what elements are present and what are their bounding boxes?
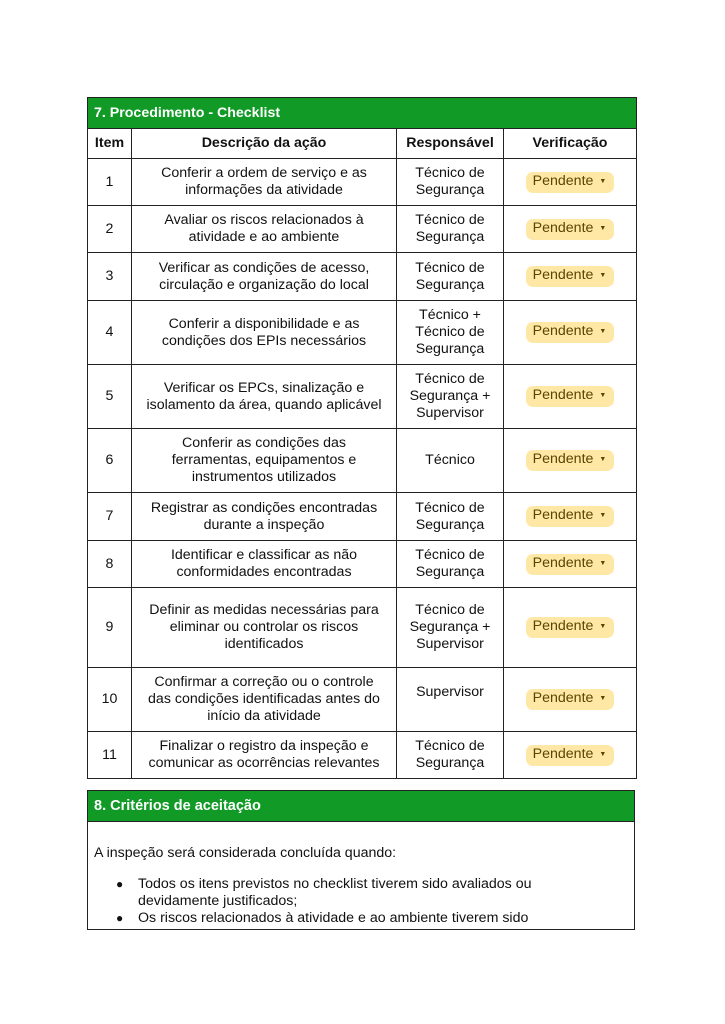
table-row xyxy=(88,541,637,588)
responsible xyxy=(397,493,504,541)
responsible xyxy=(397,732,504,779)
verification-cell xyxy=(504,253,637,301)
responsible xyxy=(397,253,504,301)
verification-cell xyxy=(504,365,637,429)
criteria-item xyxy=(116,910,628,927)
status-label: Pendente xyxy=(532,618,594,634)
description-line: Definir as medidas necessárias para xyxy=(149,602,379,618)
verification-cell xyxy=(504,301,637,365)
responsible-line: Técnico + xyxy=(419,307,481,323)
responsible xyxy=(397,429,504,493)
description-line: identificados xyxy=(224,636,304,652)
action-description xyxy=(132,253,397,301)
responsible-line: Supervisor xyxy=(416,405,484,421)
table-row xyxy=(88,493,637,541)
responsible xyxy=(397,159,504,206)
responsible-line: Segurança xyxy=(415,276,485,293)
responsible-line: Técnico de xyxy=(415,499,485,516)
verification-cell xyxy=(504,159,637,206)
responsible-line: Segurança xyxy=(415,229,485,245)
description-line: eliminar ou controlar os riscos xyxy=(169,619,359,635)
responsible-line: Segurança + xyxy=(409,619,491,635)
description-line: atividade e ao ambiente xyxy=(188,229,340,245)
responsible-line: Supervisor xyxy=(416,684,484,700)
item-number: 3 xyxy=(88,253,132,301)
action-description xyxy=(132,429,397,493)
caret-down-icon: ▼ xyxy=(599,392,607,399)
table-row xyxy=(88,301,637,365)
criteria-list xyxy=(94,876,628,927)
checklist-section xyxy=(87,97,635,779)
status-label: Pendente xyxy=(532,451,594,467)
responsible xyxy=(397,668,504,732)
description-line: Confirmar a correção ou o controle xyxy=(154,674,374,690)
column-header-description: Descrição da ação xyxy=(132,129,397,159)
verification-cell xyxy=(504,493,637,541)
caret-down-icon: ▼ xyxy=(599,512,607,519)
caret-down-icon: ▼ xyxy=(599,456,607,463)
status-dropdown[interactable] xyxy=(526,689,615,710)
status-label: Pendente xyxy=(532,172,594,189)
caret-down-icon: ▼ xyxy=(599,559,607,567)
caret-down-icon: ▼ xyxy=(599,695,607,702)
status-dropdown[interactable] xyxy=(526,172,615,193)
description-line: instrumentos utilizados xyxy=(191,469,337,485)
item-number: 9 xyxy=(88,588,132,668)
responsible-line: Técnico de xyxy=(415,371,485,387)
bullet-dot-icon: ● xyxy=(116,911,124,925)
status-label: Pendente xyxy=(532,267,594,283)
table-row xyxy=(88,206,637,253)
description-line: Registrar as condições encontradas xyxy=(150,499,378,516)
description-line: informações da atividade xyxy=(185,182,343,198)
caret-down-icon: ▼ xyxy=(599,272,607,279)
table-row xyxy=(88,732,637,779)
section7-title: 7. Procedimento - Checklist xyxy=(88,98,637,129)
caret-down-icon: ▼ xyxy=(599,623,607,630)
status-dropdown[interactable] xyxy=(526,386,615,407)
status-label: Pendente xyxy=(532,745,594,762)
verification-cell xyxy=(504,588,637,668)
status-label: Pendente xyxy=(532,690,594,706)
action-description xyxy=(132,206,397,253)
description-line: ferramentas, equipamentos e xyxy=(171,452,357,468)
item-number: 1 xyxy=(88,159,132,206)
responsible-line: Segurança xyxy=(415,755,485,771)
table-row xyxy=(88,253,637,301)
status-dropdown[interactable] xyxy=(526,554,615,575)
column-header-verification: Verificação xyxy=(504,129,637,159)
responsible-line: Segurança xyxy=(415,516,485,533)
responsible-line: Técnico de xyxy=(415,324,485,340)
verification-cell xyxy=(504,206,637,253)
responsible-line: Segurança + xyxy=(409,388,491,404)
status-label: Pendente xyxy=(532,507,594,523)
item-number: 2 xyxy=(88,206,132,253)
description-line: comunicar as ocorrências relevantes xyxy=(148,755,380,771)
item-number: 8 xyxy=(88,541,132,588)
criteria-line: devidamente justificados; xyxy=(138,893,298,909)
criteria-line: Todos os itens previstos no checklist tiverem sido avaliados ou xyxy=(138,876,532,892)
checklist-table xyxy=(87,97,637,779)
action-description xyxy=(132,365,397,429)
status-dropdown[interactable] xyxy=(526,219,615,240)
action-description xyxy=(132,301,397,365)
description-line: Finalizar o registro da inspeção e xyxy=(159,738,369,754)
responsible-line: Técnico de xyxy=(415,602,485,618)
responsible-line: Técnico xyxy=(425,452,475,468)
description-line: isolamento da área, quando aplicável xyxy=(146,396,382,413)
status-dropdown[interactable] xyxy=(526,506,615,527)
description-line: Avaliar os riscos relacionados à xyxy=(164,212,364,228)
description-line: Conferir as condições das xyxy=(181,435,347,451)
description-line: das condições identificadas antes do xyxy=(148,691,380,707)
criteria-item xyxy=(116,876,628,910)
item-number: 11 xyxy=(88,732,132,779)
status-label: Pendente xyxy=(532,554,594,571)
responsible-line: Segurança xyxy=(415,341,485,357)
verification-cell xyxy=(504,429,637,493)
item-number: 10 xyxy=(88,668,132,732)
item-number: 6 xyxy=(88,429,132,493)
responsible xyxy=(397,301,504,365)
action-description xyxy=(132,588,397,668)
status-dropdown[interactable] xyxy=(526,450,615,471)
status-dropdown[interactable] xyxy=(526,266,615,287)
criteria-intro: A inspeção será considerada concluída quando: xyxy=(94,845,397,861)
action-description xyxy=(132,541,397,588)
description-line: Verificar as condições de acesso, xyxy=(158,259,370,276)
table-row xyxy=(88,429,637,493)
description-line: circulação e organização do local xyxy=(159,276,369,293)
caret-down-icon: ▼ xyxy=(599,224,607,232)
description-line: Verificar os EPCs, sinalização e xyxy=(163,379,365,396)
responsible-line: Técnico de xyxy=(415,738,485,754)
responsible-line: Técnico de xyxy=(415,547,485,563)
description-line: início da atividade xyxy=(207,708,321,724)
table-row xyxy=(88,668,637,732)
responsible xyxy=(397,365,504,429)
responsible xyxy=(397,206,504,253)
caret-down-icon: ▼ xyxy=(599,750,607,758)
section8-title: 8. Critérios de aceitação xyxy=(88,791,634,822)
description-line: Identificar e classificar as não xyxy=(170,547,358,563)
status-dropdown[interactable] xyxy=(526,322,615,343)
action-description xyxy=(132,732,397,779)
caret-down-icon: ▼ xyxy=(599,328,607,335)
responsible-line: Técnico de xyxy=(415,259,485,276)
status-dropdown[interactable] xyxy=(526,617,615,638)
status-label: Pendente xyxy=(532,219,594,236)
column-header-item: Item xyxy=(88,129,132,159)
status-label: Pendente xyxy=(532,323,594,339)
table-row xyxy=(88,365,637,429)
responsible-line: Segurança xyxy=(415,564,485,580)
verification-cell xyxy=(504,668,637,732)
description-line: Conferir a disponibilidade e as xyxy=(168,315,360,332)
item-number: 4 xyxy=(88,301,132,365)
item-number: 7 xyxy=(88,493,132,541)
description-line: conformidades encontradas xyxy=(176,564,352,580)
responsible-line: Segurança xyxy=(415,182,485,198)
description-line: condições dos EPIs necessários xyxy=(161,332,367,349)
caret-down-icon: ▼ xyxy=(599,177,607,185)
responsible xyxy=(397,588,504,668)
table-row xyxy=(88,159,637,206)
description-line: Conferir a ordem de serviço e as xyxy=(161,165,367,181)
responsible-line: Técnico de xyxy=(415,212,485,228)
description-line: durante a inspeção xyxy=(203,516,325,533)
status-dropdown[interactable] xyxy=(526,745,615,766)
responsible-line: Supervisor xyxy=(416,636,484,652)
responsible-line: Técnico de xyxy=(415,165,485,181)
criteria-line: Os riscos relacionados à atividade e ao ambiente tiverem sido xyxy=(138,910,529,926)
action-description xyxy=(132,668,397,732)
action-description xyxy=(132,159,397,206)
action-description xyxy=(132,493,397,541)
verification-cell xyxy=(504,541,637,588)
table-row xyxy=(88,588,637,668)
responsible xyxy=(397,541,504,588)
bullet-dot-icon: ● xyxy=(116,877,124,891)
acceptance-criteria-section xyxy=(87,790,635,930)
verification-cell xyxy=(504,732,637,779)
column-header-responsible: Responsável xyxy=(397,129,504,159)
item-number: 5 xyxy=(88,365,132,429)
status-label: Pendente xyxy=(532,387,594,403)
